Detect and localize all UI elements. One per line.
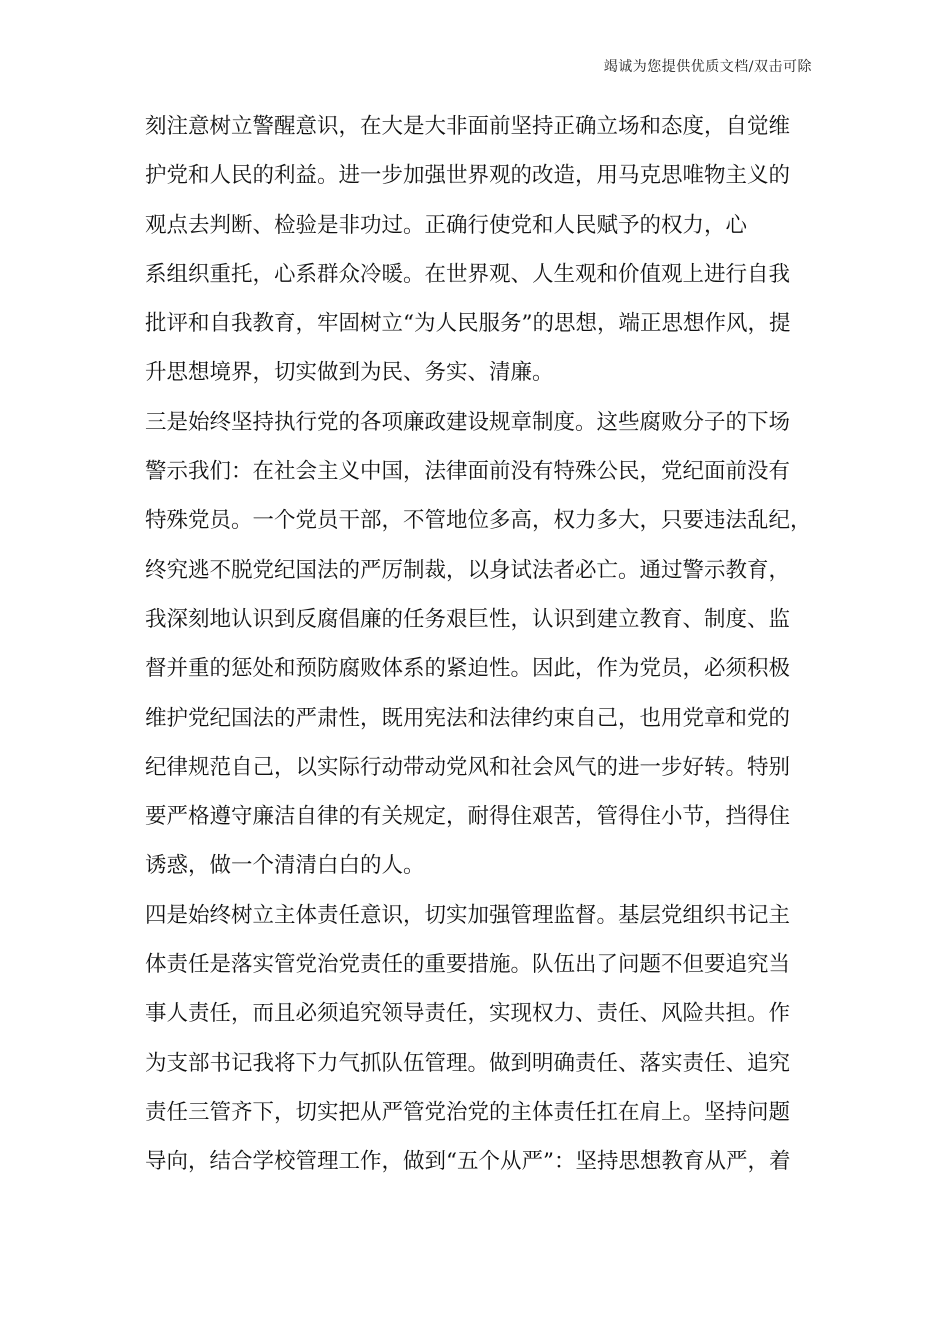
text-line: 三是始终坚持执行党的各项廉政建设规章制度。这些腐败分子的下场 xyxy=(145,409,791,435)
text-line: 升思想境界，切实做到为民、务实、清廉。 xyxy=(145,360,554,386)
text-line: 系组织重托，心系群众冷暖。在世界观、人生观和价值观上进行自我 xyxy=(145,261,791,287)
text-line: 特殊党员。一个党员干部，不管地位多高，权力多大，只要违法乱纪， xyxy=(145,508,812,534)
text-line: 为支部书记我将下力气抓队伍管理。做到明确责任、落实责任、追究 xyxy=(145,1050,791,1076)
text-line: 导向，结合学校管理工作，做到“五个从严”：坚持思想教育从严，着 xyxy=(145,1149,791,1175)
text-line: 督并重的惩处和预防腐败体系的紧迫性。因此，作为党员，必须积极 xyxy=(145,656,791,682)
text-line: 事人责任，而且必须追究领导责任，实现权力、责任、风险共担。作 xyxy=(145,1001,791,1027)
text-line: 纪律规范自己，以实际行动带动党风和社会风气的进一步好转。特别 xyxy=(145,754,791,780)
text-line: 观点去判断、检验是非功过。正确行使党和人民赋予的权力，心 xyxy=(145,212,748,238)
document-body xyxy=(145,102,825,1187)
text-line: 护党和人民的利益。进一步加强世界观的改造，用马克思唯物主义的 xyxy=(145,163,791,189)
text-line: 体责任是落实管党治党责任的重要措施。队伍出了问题不但要追究当 xyxy=(145,952,791,978)
text-line: 刻注意树立警醒意识，在大是大非面前坚持正确立场和态度，自觉维 xyxy=(145,114,791,139)
text-line: 诱惑，做一个清清白白的人。 xyxy=(145,853,425,879)
text-line: 我深刻地认识到反腐倡廉的任务艰巨性，认识到建立教育、制度、监 xyxy=(145,606,791,632)
text-line: 要严格遵守廉洁自律的有关规定，耐得住艰苦，管得住小节，挡得住 xyxy=(145,804,791,830)
text-line: 警示我们：在社会主义中国，法律面前没有特殊公民，党纪面前没有 xyxy=(145,459,791,485)
text-line: 四是始终树立主体责任意识，切实加强管理监督。基层党组织书记主 xyxy=(145,902,791,928)
text-line: 维护党纪国法的严肃性，既用宪法和法律约束自己，也用党章和党的 xyxy=(145,705,791,731)
text-line: 终究逃不脱党纪国法的严厉制裁，以身试法者必亡。通过警示教育， xyxy=(145,557,791,583)
header-note: 竭诚为您提供优质文档/双击可除 xyxy=(603,59,812,75)
text-line: 责任三管齐下，切实把从严管党治党的主体责任扛在肩上。坚持问题 xyxy=(145,1099,791,1125)
text-line: 批评和自我教育，牢固树立“为人民服务”的思想，端正思想作风，提 xyxy=(145,311,791,337)
